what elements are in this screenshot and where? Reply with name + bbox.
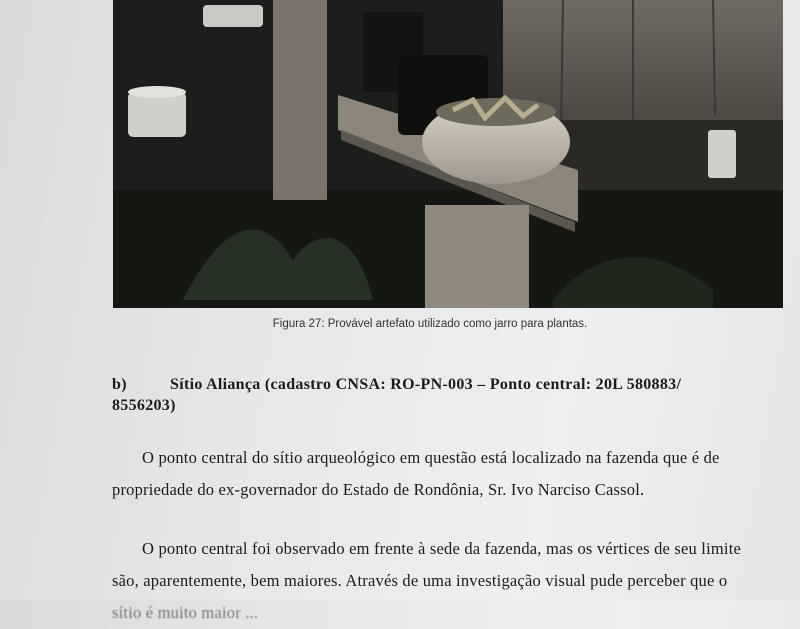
white-bucket: [128, 92, 186, 137]
paragraph-line: O ponto central foi observado em frente à sede da fazenda, mas os vértices de seu limite: [142, 539, 741, 558]
section-heading-line1: Sítio Aliança (cadastro CNSA: RO-PN-003 – Ponto central: 20L 580883/: [170, 376, 682, 393]
section-marker: b): [112, 376, 127, 393]
wooden-post: [273, 0, 327, 200]
figure-photo: [113, 0, 783, 308]
figure-caption: Figura 27: Provável artefato utilizado como jarro para plantas.: [272, 318, 588, 330]
paragraph-line: sítio é muito maior ...: [112, 603, 259, 622]
section-heading: [112, 374, 800, 416]
paragraph-line: são, aparentemente, bem maiores. Através de uma investigação visual pude perceber que o: [112, 571, 728, 590]
photo-illustration: [113, 0, 783, 308]
section-heading-line2: 8556203): [112, 397, 176, 414]
paragraph-location: [112, 442, 800, 506]
paragraph-observation: [112, 533, 800, 629]
paragraph-line: O ponto central do sítio arqueológico em questão está localizado na fazenda que é de: [142, 448, 720, 467]
paragraph-line: propriedade do ex-governador do Estado de Rondônia, Sr. Ivo Narciso Cassol.: [112, 480, 645, 499]
